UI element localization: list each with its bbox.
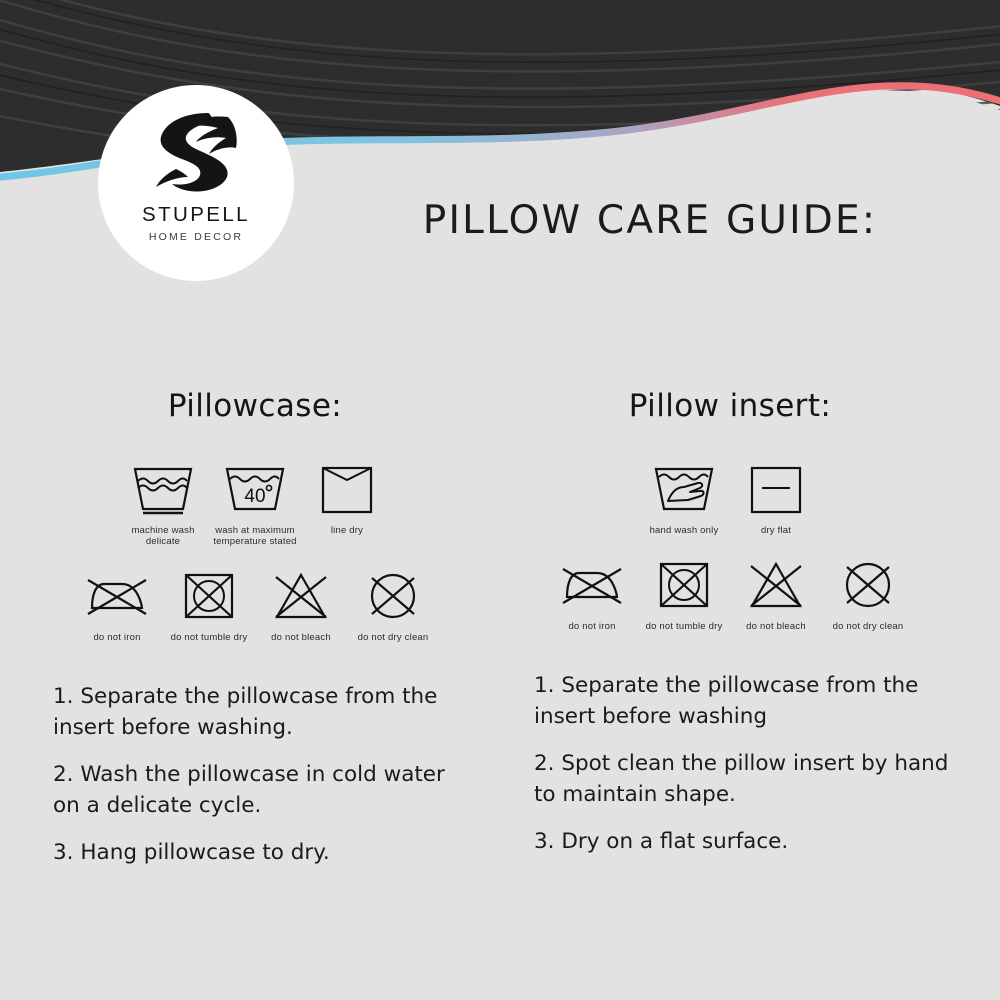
do-not-bleach-icon <box>745 558 807 612</box>
pillowcase-section <box>35 388 475 884</box>
icon-label: line dry <box>330 525 364 536</box>
line-dry-icon <box>316 461 378 517</box>
do-not-bleach-icon <box>270 569 332 623</box>
pillow-insert-section <box>510 388 950 873</box>
icon-cell-do-not-iron <box>546 556 638 632</box>
icon-label: hand wash only <box>649 525 719 536</box>
icon-label: wash at maximum temperature stated <box>213 525 297 547</box>
pillow-insert-care-icons <box>510 460 950 632</box>
brand-name: STUPELL <box>142 203 250 226</box>
icon-label: do not iron <box>93 632 141 643</box>
dry-flat-icon <box>745 461 807 517</box>
icon-label: do not iron <box>568 621 616 632</box>
icon-label: do not bleach <box>746 621 806 632</box>
icon-cell-do-not-dry-clean <box>347 567 439 643</box>
do-not-iron-icon <box>559 559 625 611</box>
stupell-swoosh-logo-icon <box>142 107 250 199</box>
machine-wash-delicate-icon <box>127 461 199 517</box>
pillowcase-section-title: Pillowcase: <box>167 388 343 424</box>
pillow-insert-section-title: Pillow insert: <box>628 388 832 424</box>
do-not-dry-clean-icon <box>838 558 898 612</box>
icon-label: do not bleach <box>271 632 331 643</box>
icon-cell-dry-flat <box>730 460 822 536</box>
list-item: 3. Hang pillowcase to dry. <box>53 840 330 865</box>
pillow-insert-steps <box>510 670 950 857</box>
brand-tagline: HOME DECOR <box>148 231 244 243</box>
icon-cell-do-not-bleach <box>730 556 822 632</box>
icon-cell-hand-wash-only <box>638 460 730 536</box>
icon-cell-line-dry <box>301 460 393 536</box>
svg-text:40: 40 <box>244 486 266 507</box>
icon-label: do not tumble dry <box>170 632 248 643</box>
icon-cell-wash-max-temperature <box>209 460 301 547</box>
list-item: 3. Dry on a flat surface. <box>534 829 789 854</box>
do-not-dry-clean-icon <box>363 569 423 623</box>
hand-wash-only-icon <box>648 461 720 517</box>
list-item: 2. Wash the pillowcase in cold water on a delicate cycle. <box>53 762 445 818</box>
list-item: 1. Separate the pillowcase from the insert before washing <box>534 673 919 729</box>
icon-cell-machine-wash-delicate <box>117 460 209 547</box>
page-title: PILLOW CARE GUIDE: <box>422 198 878 243</box>
pillowcase-care-icons <box>35 460 475 643</box>
do-not-tumble-dry-icon <box>179 569 239 623</box>
pillowcase-steps <box>35 681 475 868</box>
icon-cell-do-not-tumble-dry <box>638 556 730 632</box>
icon-label: do not dry clean <box>357 632 429 643</box>
do-not-iron-icon <box>84 570 150 622</box>
icon-cell-do-not-iron <box>71 567 163 643</box>
do-not-tumble-dry-icon <box>654 558 714 612</box>
icon-label: machine wash delicate <box>131 525 195 547</box>
icon-cell-do-not-bleach <box>255 567 347 643</box>
icon-label: do not dry clean <box>832 621 904 632</box>
icon-label: dry flat <box>760 525 792 536</box>
brand-logo <box>98 85 294 281</box>
list-item: 1. Separate the pillowcase from the insert before washing. <box>53 684 438 740</box>
wash-max-temperature-40-icon <box>219 461 291 517</box>
list-item: 2. Spot clean the pillow insert by hand to maintain shape. <box>534 751 949 807</box>
icon-label: do not tumble dry <box>645 621 723 632</box>
icon-cell-do-not-tumble-dry <box>163 567 255 643</box>
icon-cell-do-not-dry-clean <box>822 556 914 632</box>
